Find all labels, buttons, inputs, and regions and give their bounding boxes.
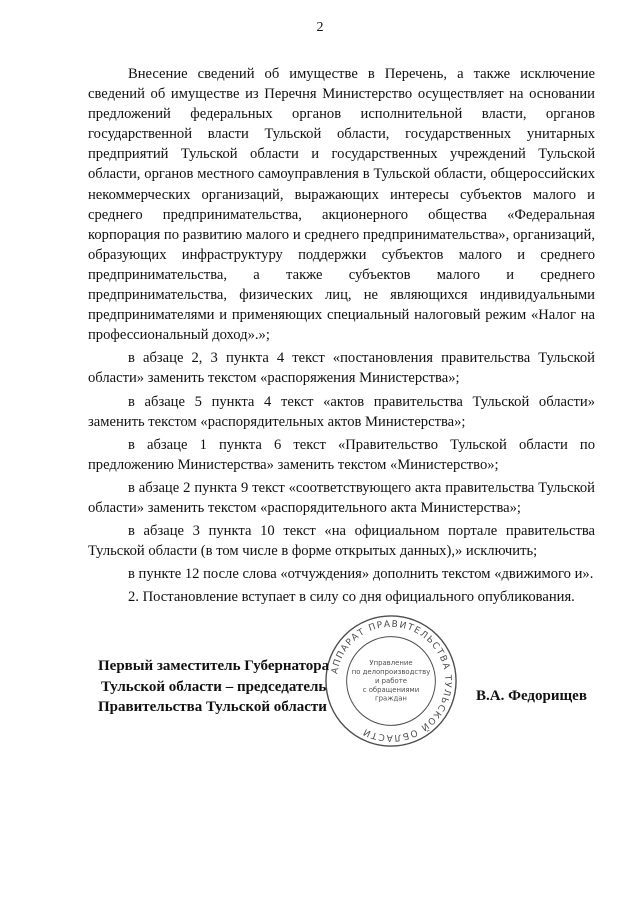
- signature-position-line2: Тульской области – председатель: [101, 678, 327, 695]
- paragraph-amendment-4: в абзаце 2 пункта 9 текст «соответствующего акта правительства Тульской области» заменить текстом «распорядительного акта Министерства»;: [88, 479, 595, 516]
- signature-position-line1: Первый заместитель Губернатора: [98, 658, 330, 674]
- paragraph-amendment-3: в абзаце 1 пункта 6 текст «Правительство Тульской области по предложению Министерства» заменить текстом «Министерство»;: [88, 436, 595, 473]
- paragraph-property-list: Внесение сведений об имуществе в Перечень, а также исключение сведений об имуществе из Перечня Министерство осуществляет на основании предложений федеральных органов исполнительной власти, органов государственной власти Тульской области, государственных унитарных предприятий Тульской области и государственных учреждений Тульской области, органов местного самоуправления в Тульской области, общероссийских некоммерческих организаций, выражающих интересы субъектов малого и среднего предпринимательства, акционерного общества «Федеральная корпорация по развитию малого и среднего предпринимательства», организаций, образующих инфраструктуру поддержки субъектов малого и среднего предпринимательства, а также субъектов малого и среднего предпринимательства, физических лиц, не являющихся индивидуальными предпринимателями и применяющих специальный налоговый режим «Налог на профессиональный доход».»;: [88, 66, 595, 344]
- paragraph-amendment-6: в пункте 12 после слова «отчуждения» дополнить текстом «движимого и».: [128, 566, 594, 583]
- seal-ring-text: АППАРАТ ПРАВИТЕЛЬСТВА ТУЛЬСКОЙ ОБЛАСТИ: [330, 619, 453, 743]
- page-number: 2: [316, 20, 324, 35]
- seal-center-line: Управление: [369, 659, 413, 668]
- seal-center-line: и работе: [375, 676, 407, 685]
- signature-block: [98, 656, 598, 718]
- seal-center-line: по делопроизводству: [351, 668, 431, 677]
- signature-position-line3: Правительства Тульской области: [98, 699, 327, 715]
- seal-center-line: с обращениями: [362, 685, 420, 694]
- paragraph-amendment-5: в абзаце 3 пункта 10 текст «на официальном портале правительства Тульской области (в том числе в форме открытых данных),» исключить;: [88, 523, 595, 560]
- document-body: [88, 64, 595, 610]
- paragraph-effective-date: 2. Постановление вступает в силу со дня официального опубликования.: [128, 589, 575, 606]
- paragraph-amendment-2: в абзаце 5 пункта 4 текст «актов правительства Тульской области» заменить текстом «распорядительных актов Министерства»;: [88, 393, 595, 430]
- seal-center-line: граждан: [375, 694, 407, 703]
- paragraph-amendment-1: в абзаце 2, 3 пункта 4 текст «постановления правительства Тульской области» заменить текстом «распоряжения Министерства»;: [88, 350, 595, 387]
- signatory-name: В.А. Федорищев: [476, 688, 587, 704]
